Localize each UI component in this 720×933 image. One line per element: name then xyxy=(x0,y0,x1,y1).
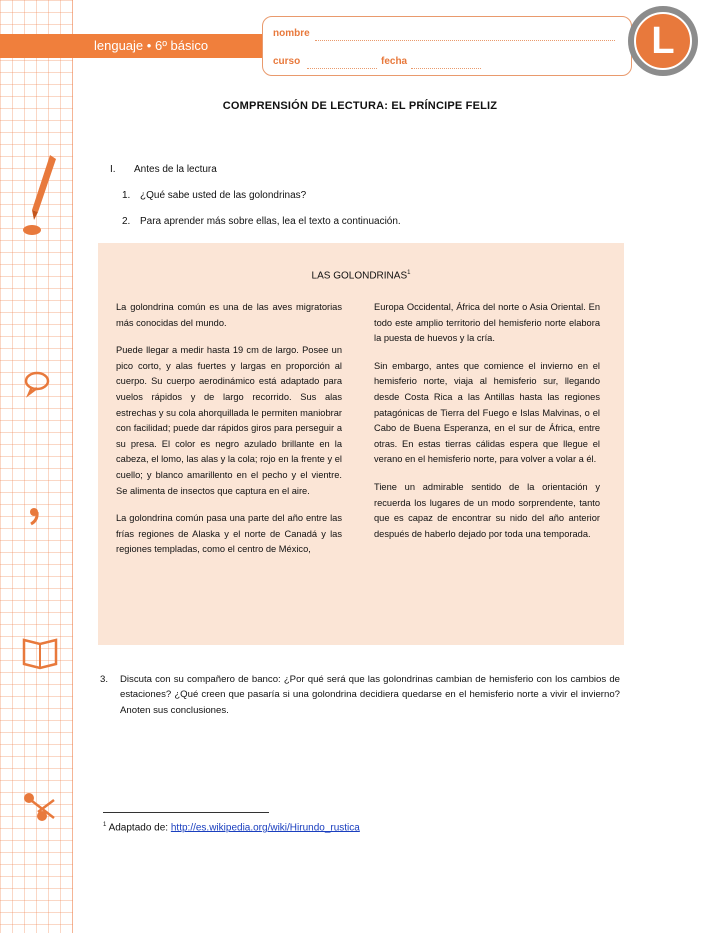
pen-icon xyxy=(20,150,60,240)
paragraph: Puede llegar a medir hasta 19 cm de largo. Posee un pico corto, y alas fuertes y largas en proporción al cuerpo. Su cuerpo aerodinámico está adaptado para vuelos rápidos y de largo recorrido. Sus alas estrechas y su cola ahorquillada le permiten maniobrar con facilidad; puede dar rápidos giros para perseguir a su presa. El color es negro azulado brillante en la cabeza, el lomo, las alas y la cola; rojo en la frente y el cuello; y blanco amarillento en el pecho y el vientre. Se alimenta de insectos que captura en el aire. xyxy=(116,345,342,496)
course-line[interactable] xyxy=(307,68,377,69)
section-heading: Antes de la lectura xyxy=(134,164,217,175)
reading-left-column xyxy=(116,300,342,570)
name-label: nombre xyxy=(273,28,310,39)
item-number: 1. xyxy=(122,190,131,201)
scissors-icon xyxy=(20,788,60,828)
subject-badge xyxy=(628,6,698,76)
footnote xyxy=(103,822,360,833)
footnote-label: Adaptado de: xyxy=(108,822,169,834)
item-number: 2. xyxy=(122,216,131,227)
paragraph: Europa Occidental, África del norte o Asia Oriental. En todo este amplio territorio del hemisferio norte elabora la puesta de huevos y la cría. xyxy=(374,302,600,344)
question-text: Discuta con su compañero de banco: ¿Por qué será que las golondrinas cambian de hemisferio con los cambios de estaciones? ¿Qué creen que pasaría si una golondrina decidiera quedarse en el hemisferio norte a vivir el invierno? Anoten sus conclusiones. xyxy=(120,674,620,716)
question-3 xyxy=(100,672,620,718)
item-text: Para aprender más sobre ellas, lea el texto a continuación. xyxy=(140,216,401,227)
reading-right-column xyxy=(374,300,600,554)
graph-paper-margin xyxy=(0,0,73,933)
item-number: 3. xyxy=(100,674,109,685)
course-label: curso xyxy=(273,56,301,67)
grade-label: 6º básico xyxy=(154,38,209,53)
date-line[interactable] xyxy=(411,68,481,69)
reading-title xyxy=(98,270,624,281)
source-link[interactable]: http://es.wikipedia.org/wiki/Hirundo_rustica xyxy=(170,822,360,834)
badge-letter: L xyxy=(634,12,692,70)
student-info-box xyxy=(262,16,632,76)
page-title: COMPRENSIÓN DE LECTURA: EL PRÍNCIPE FELIZ xyxy=(222,100,498,112)
subject-label: lenguaje xyxy=(94,38,144,53)
footnote-ref: 1 xyxy=(407,270,411,276)
reading-title-text: LAS GOLONDRINAS xyxy=(311,270,408,282)
footnote-mark: 1 xyxy=(103,822,107,828)
subject-bullet: • xyxy=(146,38,152,53)
paragraph: Sin embargo, antes que comience el invierno en el hemisferio norte, viaja al hemisferio sur, llegando desde Costa Rica a las Antillas hasta las regiones patagónicas de Tierra del Fuego e Islas Malvinas, o el Cabo de Buena Esperanza, en el sur de África, entre otras. En estas tierras cálidas espera que llegue el verano en el hemisferio norte, para volver a volar a él. xyxy=(374,360,600,465)
item-text: ¿Qué sabe usted de las golondrinas? xyxy=(140,190,307,201)
book-icon xyxy=(20,634,60,670)
name-line[interactable] xyxy=(315,40,615,41)
paragraph: Tiene un admirable sentido de la orientación y recuerda los lugares de un modo sorprendente, tanto que es capaz de encontrar su nido del año anterior después de haberlo dejado por toda una temporada. xyxy=(374,481,600,539)
section-numeral: I. xyxy=(110,164,116,175)
footnote-divider xyxy=(103,812,269,813)
comma-icon xyxy=(22,500,52,530)
date-label: fecha xyxy=(381,56,408,67)
reading-panel xyxy=(98,243,624,645)
speech-bubble-icon xyxy=(22,368,52,398)
paragraph: La golondrina común es una de las aves migratorias más conocidas del mundo. xyxy=(116,302,342,328)
subject-band xyxy=(0,34,262,58)
paragraph: La golondrina común pasa una parte del año entre las frías regiones de Alaska y el norte de Canadá y las regiones templadas, como el centro de México, xyxy=(116,513,342,555)
